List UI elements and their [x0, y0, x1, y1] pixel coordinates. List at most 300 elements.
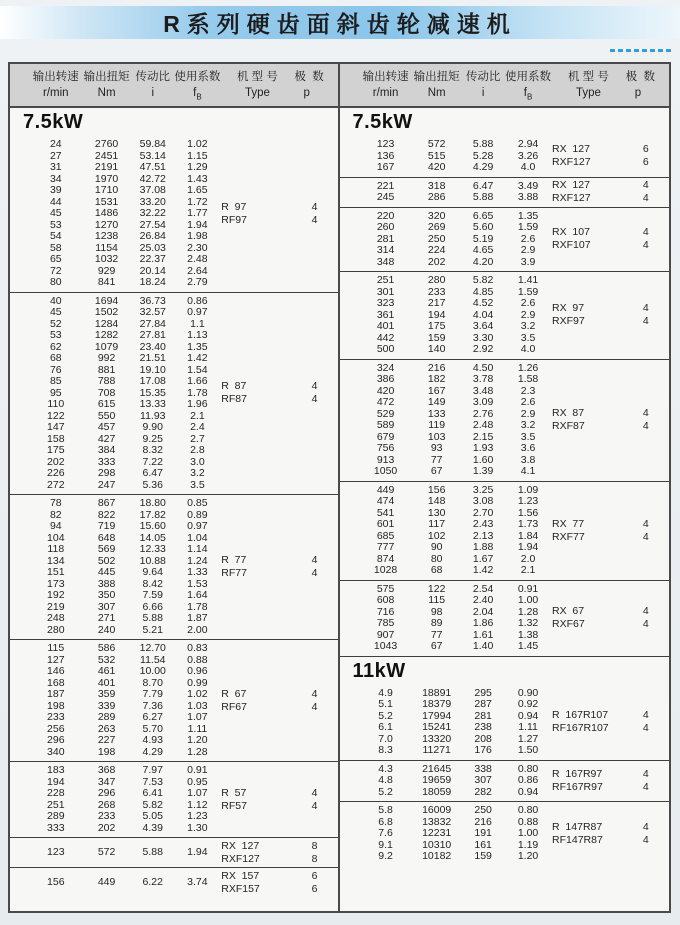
cell: 12.33 [139, 543, 166, 555]
cell: 15241 [422, 721, 452, 733]
cell: 3.5 [190, 478, 205, 491]
model-type-label: RXF97 [552, 315, 585, 328]
model-type-label: RX 87 [552, 407, 585, 419]
cell: 2.13 [472, 529, 494, 542]
cell: 2.8 [190, 444, 205, 456]
cell: 251 [376, 274, 395, 286]
type-pole-line [552, 239, 662, 252]
cell: 386 [376, 373, 395, 385]
model-type-label: RXF127 [552, 156, 591, 169]
cell: 6.47 [142, 467, 163, 479]
type-pole-line [221, 688, 331, 701]
table-row [10, 811, 338, 823]
cell: 1050 [373, 465, 398, 477]
type-pole-line [552, 722, 662, 735]
cell: 272 [47, 478, 65, 491]
cell: 2.0 [520, 552, 536, 565]
cell: 104 [47, 531, 65, 544]
cell: 1531 [94, 195, 119, 208]
cell: 0.86 [517, 774, 539, 786]
cell: 175 [427, 320, 446, 332]
cell: 1.50 [517, 744, 539, 756]
cell: 27.81 [139, 329, 166, 341]
cell: 5.2 [378, 709, 393, 722]
cell: 1.94 [517, 541, 539, 553]
cell: 333 [97, 455, 116, 468]
pole-count: 4 [642, 820, 649, 833]
cell: 350 [97, 589, 116, 601]
cell: 1.35 [187, 340, 208, 353]
spec-block [340, 580, 670, 656]
cell: 1.65 [187, 184, 208, 196]
type-poles-group [221, 870, 331, 896]
model-type-label: R 167R97 [552, 767, 603, 780]
pole-count: 4 [311, 786, 318, 799]
pole-count: 4 [642, 179, 649, 191]
cell: 1.14 [187, 543, 208, 555]
cell: 4.52 [472, 297, 494, 309]
table-header [340, 64, 670, 108]
cell: 67 [430, 640, 443, 652]
cell: 7.53 [142, 775, 163, 788]
cell: 0.80 [517, 762, 539, 775]
cell: 263 [97, 722, 116, 735]
cell: 233 [97, 810, 116, 822]
model-type-label: R 77 [221, 554, 247, 566]
header-cell: p [634, 87, 642, 100]
cell: 281 [376, 232, 395, 245]
cell: 67 [430, 465, 443, 477]
table-row [10, 613, 338, 625]
cell: 98 [430, 605, 443, 618]
cell: 0.88 [187, 653, 208, 666]
cell: 608 [376, 594, 395, 606]
model-type-label: RF67 [221, 700, 247, 713]
pole-count: 6 [642, 156, 649, 169]
cell: 1.04 [187, 531, 208, 544]
cell: 134 [47, 554, 65, 567]
cell: 1.29 [187, 161, 208, 173]
cell: 2.94 [517, 138, 539, 150]
cell: 1710 [94, 184, 119, 196]
header-cell: r/min [43, 87, 69, 100]
cell: 36.73 [139, 294, 166, 307]
cell: 461 [97, 665, 116, 677]
cell: 16009 [422, 804, 452, 816]
cell: 217 [427, 297, 446, 309]
type-poles-group [221, 554, 331, 580]
cell: 2.9 [520, 407, 536, 420]
cell: 1.07 [187, 711, 208, 723]
spec-block [340, 760, 670, 802]
cell: 388 [97, 577, 116, 590]
model-type-label: RX 157 [221, 869, 260, 882]
cell: 5.05 [142, 810, 163, 822]
cell: 3.26 [517, 149, 539, 162]
cell: 0.89 [187, 508, 208, 521]
spec-block [340, 207, 670, 272]
model-type-label: RF87 [221, 393, 247, 406]
table-row [10, 353, 338, 365]
cell: 4.65 [472, 244, 494, 256]
cell: 4.0 [520, 161, 536, 173]
cell: 867 [97, 497, 116, 509]
cell: 1.59 [517, 285, 539, 298]
cell: 339 [97, 699, 116, 712]
model-type-label: RX 127 [552, 143, 590, 156]
type-pole-line [221, 380, 331, 393]
cell: 23.40 [139, 340, 166, 353]
cell: 1.42 [187, 352, 208, 364]
cell: 301 [376, 285, 395, 298]
cell: 123 [47, 845, 65, 858]
model-type-label: RF77 [221, 567, 247, 579]
pole-count: 4 [311, 687, 318, 700]
cell: 89 [430, 617, 443, 629]
header-cell: Nm [427, 87, 446, 100]
model-type-label: RF57 [221, 799, 247, 812]
cell: 442 [376, 331, 395, 344]
cell: 19659 [422, 774, 452, 786]
cell: 1.13 [187, 329, 208, 341]
header-labels-row [10, 68, 338, 84]
cell: 1.72 [187, 195, 208, 208]
cell: 1694 [94, 294, 119, 307]
cell: 2.1 [190, 409, 205, 422]
cell: 3.09 [472, 396, 494, 408]
cell: 2.00 [187, 623, 208, 636]
pole-count: 4 [642, 833, 649, 846]
cell: 198 [47, 699, 65, 712]
cell: 33.20 [139, 195, 166, 208]
header-cell: 使用系数 [505, 71, 552, 84]
cell: 3.5 [520, 430, 536, 443]
cell: 216 [474, 815, 492, 828]
cell: 0.96 [187, 665, 208, 677]
cell: 6.8 [378, 815, 393, 828]
header-cell: i [481, 87, 485, 100]
cell: 575 [376, 582, 395, 595]
cell: 2.48 [187, 253, 208, 265]
cell: 5.1 [378, 698, 393, 710]
cell: 298 [97, 467, 116, 479]
cell: 2.6 [520, 297, 536, 309]
pole-count: 4 [642, 239, 649, 252]
cell: 1.23 [187, 810, 208, 822]
header-cell: 极 数 [625, 71, 655, 84]
cell: 159 [427, 331, 446, 344]
cell: 0.95 [187, 775, 208, 788]
cell: 32.57 [139, 306, 166, 318]
cell: 282 [474, 785, 492, 798]
cell: 1.07 [187, 787, 208, 799]
cell: 474 [376, 495, 395, 507]
cell: 1.56 [517, 506, 539, 519]
type-pole-line [221, 701, 331, 714]
cell: 11271 [422, 744, 451, 756]
cell: 572 [97, 845, 116, 858]
cell: 4.8 [378, 774, 393, 786]
cell: 3.9 [520, 255, 536, 268]
cell: 1970 [94, 172, 119, 185]
model-type-label: RF167R97 [552, 780, 603, 793]
cell: 7.97 [142, 764, 163, 776]
cell: 268 [97, 798, 116, 811]
type-poles-group [221, 380, 331, 406]
cell: 5.60 [472, 221, 494, 233]
cell: 118 [47, 543, 65, 555]
cell: 115 [47, 642, 65, 654]
cell: 44 [49, 195, 62, 208]
cell: 37.08 [139, 184, 166, 196]
cell: 1.28 [517, 605, 539, 618]
cell: 0.94 [517, 709, 539, 722]
cell: 457 [97, 421, 116, 433]
cell: 80 [430, 552, 443, 565]
cell: 0.91 [187, 764, 208, 776]
type-pole-line [221, 201, 331, 214]
table-row [10, 139, 338, 151]
cell: 250 [474, 804, 492, 816]
cell: 77 [430, 628, 443, 641]
cell: 361 [376, 308, 395, 321]
cell: 269 [427, 221, 446, 233]
cell: 245 [376, 191, 395, 203]
type-pole-line [552, 531, 662, 544]
spec-block [10, 837, 338, 867]
cell: 6.41 [142, 787, 163, 799]
section-label: 11kW [340, 656, 670, 685]
cell: 12.70 [139, 642, 166, 654]
cell: 1.64 [187, 589, 208, 601]
cell: 2.6 [520, 232, 536, 245]
header-cell: Type [244, 87, 270, 100]
cell: 1.28 [187, 745, 208, 758]
type-poles-group [552, 179, 662, 205]
cell: 5.70 [142, 722, 163, 735]
cell: 318 [427, 179, 446, 192]
table-row [10, 445, 338, 457]
cell: 532 [97, 653, 116, 666]
cell: 7.22 [142, 455, 163, 468]
cell: 13.33 [139, 398, 166, 410]
cell: 0.86 [187, 294, 208, 307]
cell: 1.42 [472, 564, 494, 576]
cell: 384 [97, 444, 116, 456]
cell: 8.70 [142, 676, 163, 689]
cell: 1.1 [190, 317, 205, 330]
cell: 228 [47, 787, 65, 799]
cell: 3.5 [520, 331, 536, 344]
cell: 502 [97, 554, 116, 567]
cell: 992 [97, 352, 116, 364]
table-row [340, 542, 670, 554]
cell: 7.79 [142, 688, 163, 700]
cell: 173 [47, 577, 65, 590]
cell: 94 [49, 520, 62, 532]
cell: 1079 [94, 340, 119, 353]
dashed-accent-line [610, 49, 672, 52]
table-row [10, 185, 338, 197]
cell: 233 [47, 711, 65, 723]
cell: 85 [49, 375, 62, 387]
table-row [10, 422, 338, 434]
cell: 93 [430, 442, 443, 454]
cell: 10.88 [139, 554, 166, 567]
cell: 136 [376, 149, 395, 162]
pole-count: 4 [642, 407, 649, 419]
type-poles-group [221, 688, 331, 714]
cell: 0.88 [517, 815, 539, 828]
cell: 5.88 [472, 191, 494, 203]
cell: 15.60 [139, 520, 166, 532]
cell: 182 [427, 373, 446, 385]
cell: 59.84 [139, 138, 166, 150]
cell: 1.78 [187, 386, 208, 399]
cell: 3.6 [520, 442, 536, 454]
model-type-label: RF97 [221, 213, 247, 226]
cell: 2.9 [520, 244, 536, 256]
cell: 10.00 [139, 665, 166, 677]
type-pole-line [552, 709, 662, 722]
cell: 9.90 [142, 421, 163, 433]
cell: 13832 [422, 815, 452, 828]
cell: 1.67 [472, 552, 494, 565]
cell: 1.02 [187, 688, 208, 700]
cell: 785 [376, 617, 395, 629]
cell: 1238 [94, 230, 119, 242]
type-pole-line [552, 618, 662, 631]
table-row [340, 443, 670, 455]
table-body [340, 108, 670, 911]
cell: 1.12 [187, 798, 208, 811]
cell: 3.2 [190, 467, 205, 479]
cell: 2.70 [472, 506, 494, 519]
cell: 3.88 [517, 191, 539, 203]
spec-table [8, 62, 671, 913]
cell: 53 [49, 218, 62, 231]
cell: 9.2 [378, 850, 393, 862]
type-pole-line [552, 420, 662, 433]
cell: 133 [427, 407, 446, 420]
table-row [10, 521, 338, 533]
header-labels-row [340, 68, 670, 84]
cell: 0.80 [517, 804, 539, 816]
cell: 151 [47, 566, 65, 578]
cell: 256 [47, 722, 65, 735]
cell: 1.94 [187, 218, 208, 231]
cell: 202 [97, 821, 116, 834]
cell: 250 [427, 232, 446, 245]
cell: 27.84 [139, 317, 166, 330]
cell: 445 [97, 566, 116, 578]
cell: 719 [97, 520, 116, 532]
cell: 2.64 [187, 264, 208, 277]
model-type-label: RX 77 [552, 517, 585, 530]
cell: 4.29 [142, 745, 163, 758]
cell: 1.35 [517, 209, 539, 222]
cell: 58 [49, 241, 62, 254]
cell: 314 [376, 244, 395, 256]
cell: 1.20 [517, 850, 539, 862]
cell: 0.94 [517, 785, 539, 798]
spec-block [340, 136, 670, 177]
cell: 9.25 [142, 432, 163, 445]
cell: 4.29 [472, 161, 494, 173]
table-body [10, 108, 338, 911]
cell: 158 [47, 432, 65, 445]
table-row [340, 374, 670, 386]
cell: 122 [47, 409, 65, 422]
cell: 323 [376, 297, 395, 309]
cell: 1.66 [187, 375, 208, 387]
cell: 156 [427, 483, 446, 496]
cell: 1.84 [517, 529, 539, 542]
spec-block [10, 867, 338, 897]
cell: 68 [49, 352, 62, 364]
cell: 601 [376, 518, 395, 530]
cell: 3.48 [472, 384, 494, 397]
cell: 2.43 [472, 518, 494, 530]
table-row [10, 666, 338, 678]
cell: 123 [376, 138, 395, 150]
cell: 2760 [94, 138, 119, 150]
cell: 8.42 [142, 577, 163, 590]
type-pole-line [552, 192, 662, 205]
cell: 2451 [94, 149, 119, 162]
cell: 18.24 [139, 276, 166, 288]
cell: 1.77 [187, 207, 208, 219]
cell: 11.54 [140, 653, 166, 666]
cell: 289 [97, 711, 116, 723]
cell: 420 [427, 161, 446, 173]
cell: 31 [49, 161, 62, 173]
header-cell: 机 型 号 [567, 71, 609, 84]
cell: 286 [427, 191, 446, 203]
table-row [340, 466, 670, 478]
cell: 1.32 [517, 617, 539, 629]
model-type-label: RF167R107 [552, 722, 609, 734]
cell: 5.82 [472, 274, 494, 286]
cell: 3.49 [517, 179, 539, 192]
table-row [340, 257, 670, 269]
cell: 2.92 [472, 343, 494, 355]
cell: 26.84 [139, 230, 166, 242]
cell: 21.51 [139, 352, 166, 364]
table-row [10, 480, 338, 492]
cell: 1.40 [472, 640, 494, 652]
cell: 359 [97, 688, 116, 700]
type-poles-group [552, 709, 662, 735]
cell: 227 [97, 734, 116, 746]
cell: 76 [49, 363, 62, 376]
cell: 2.79 [187, 276, 208, 288]
cell: 216 [427, 361, 446, 374]
type-poles-group [552, 768, 662, 794]
cell: 1.02 [187, 138, 208, 150]
cell: 27.54 [139, 218, 166, 231]
cell: 1.09 [517, 483, 539, 496]
cell: 550 [97, 409, 116, 422]
cell: 1.39 [472, 465, 494, 477]
type-poles-group [552, 302, 662, 328]
cell: 3.64 [472, 320, 494, 332]
cell: 586 [97, 642, 116, 654]
cell: 420 [376, 384, 395, 397]
cell: 572 [427, 138, 446, 150]
cell: 90 [430, 541, 443, 553]
cell: 2.4 [190, 421, 205, 433]
